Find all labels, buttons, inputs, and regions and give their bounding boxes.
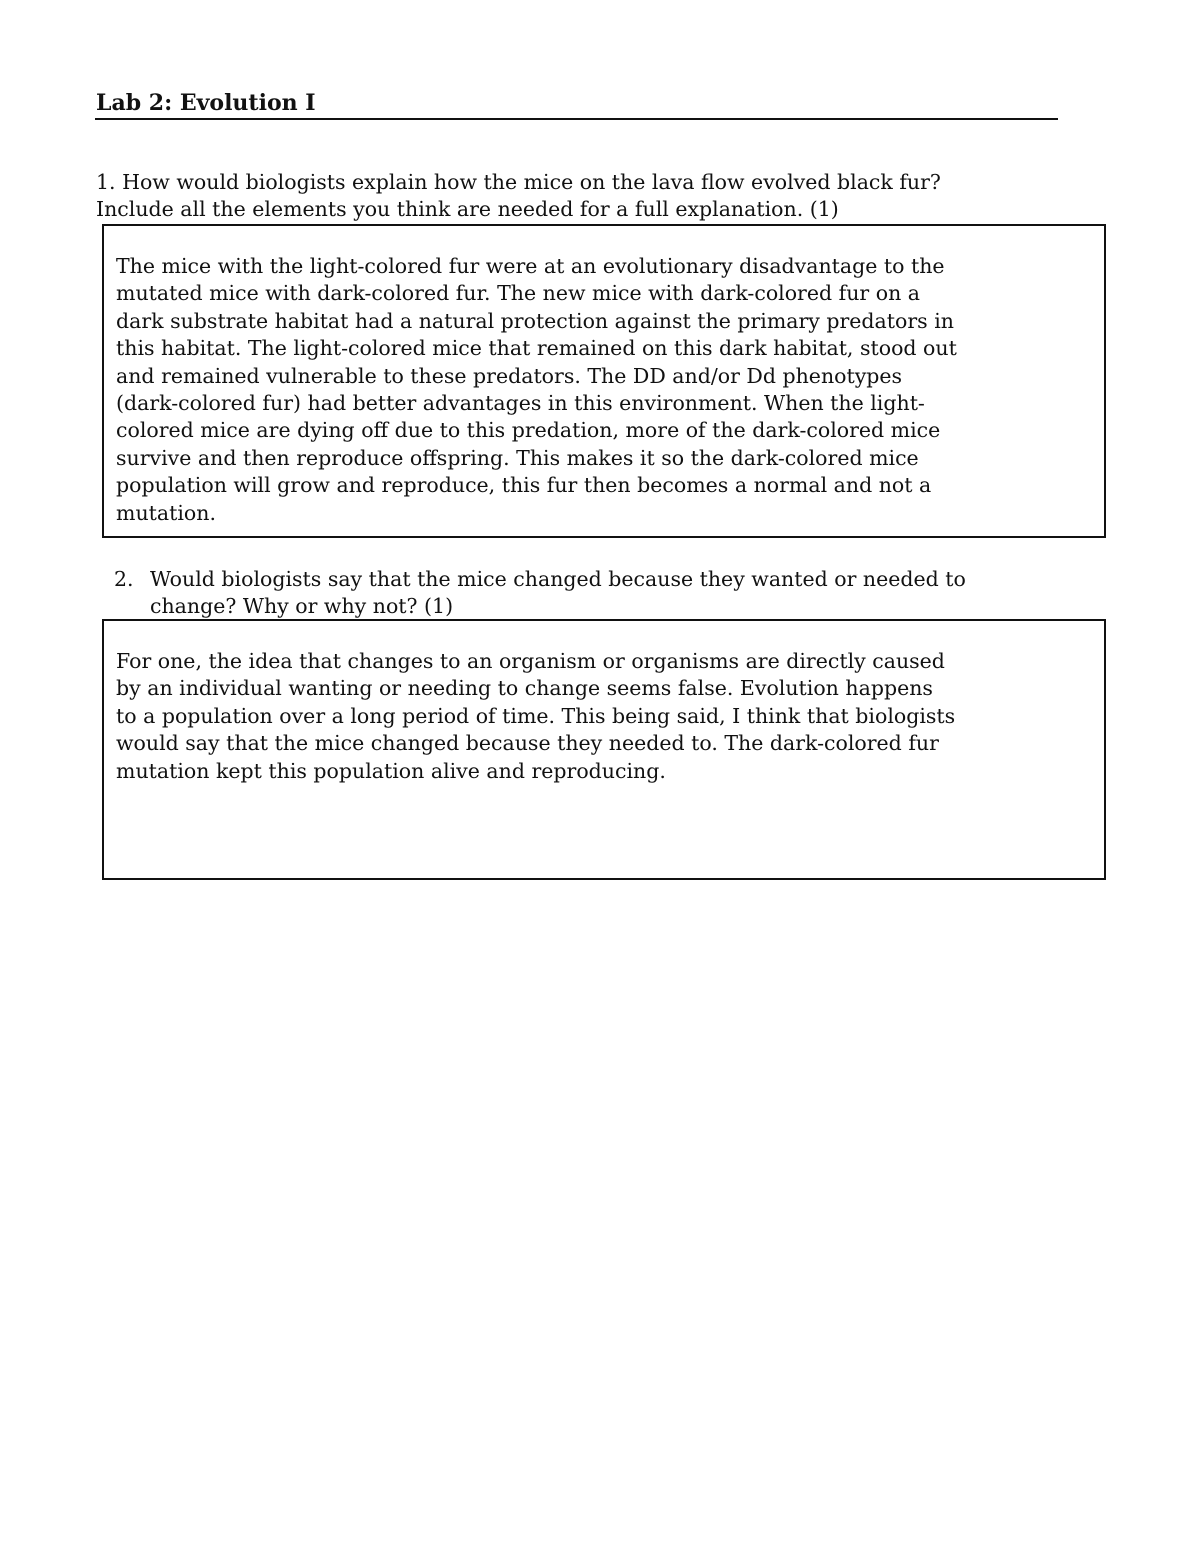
answer-1-text: The mice with the light-colored fur were at an evolutionary disadvantage to the mutated mice with dark-colored fur. The new mice with dark-colored fur on a dark substrate habitat had a natural protection against the primary predators in this habitat. The light-colored mice that remained on this dark habitat, stood out and remained vulnerable to these predators. The DD and/or Dd phenotypes (dark-colored fur) had better advantages in this environment. When the light- colored mice are dying off due to this predation, more of the dark-colored mice survive and then reproduce offspring. This makes it so the dark-colored mice population will grow and reproduce, this fur then becomes a normal and not a mutation.: [116, 254, 957, 525]
question-1-line-1: 1. How would biologists explain how the mice on the lava flow evolved black fur?: [96, 170, 941, 194]
question-2-text: [150, 566, 1110, 620]
question-2-line-1: Would biologists say that the mice changed because they wanted or needed to: [150, 567, 966, 591]
question-1-line-2: Include all the elements you think are needed for a full explanation. (1): [96, 197, 839, 221]
question-2-number: 2.: [114, 567, 134, 591]
question-2-line-2: change? Why or why not? (1): [150, 594, 454, 618]
answer-2-text: For one, the idea that changes to an organism or organisms are directly caused by an individual wanting or needing to change seems false. Evolution happens to a population over a long period of time. This being said, I think that biologists would say that the mice changed because they needed to. The dark-colored fur mutation kept this population alive and reproducing.: [116, 649, 956, 783]
answer-2-box[interactable]: [102, 619, 1106, 880]
answer-1-box[interactable]: [102, 224, 1106, 538]
page-title: Lab 2: Evolution I: [96, 90, 316, 116]
question-1: [96, 169, 1106, 223]
title-underline: [95, 118, 1058, 120]
